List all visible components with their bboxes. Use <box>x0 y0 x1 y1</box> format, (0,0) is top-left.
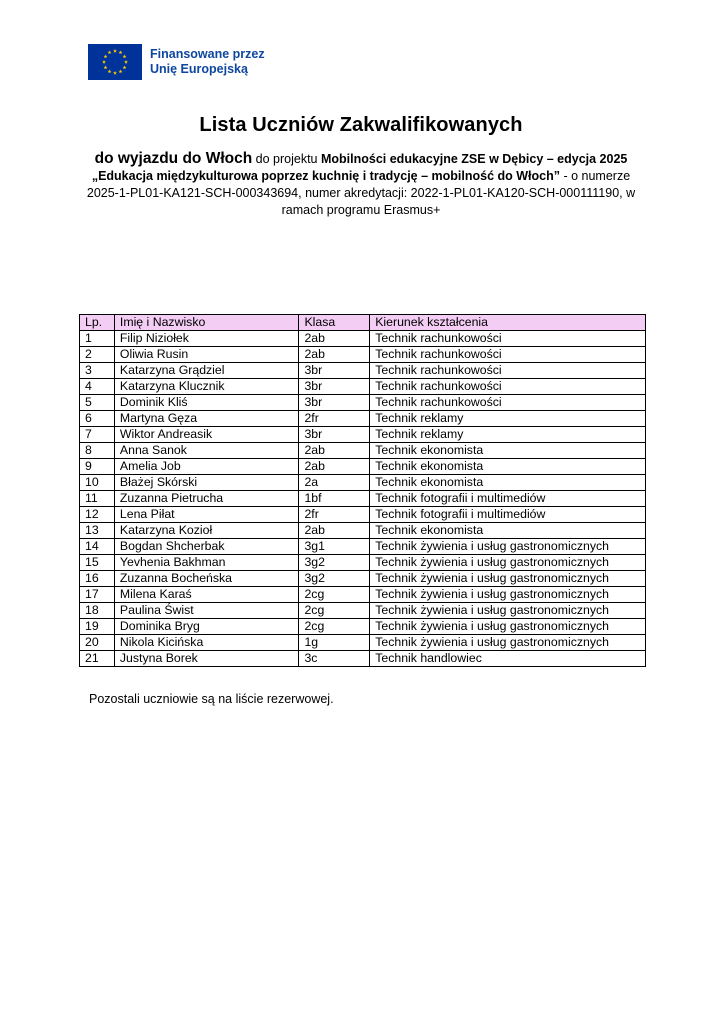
subtitle-project-name: Mobilności edukacyjne ZSE w Dębicy – edycja 2025 „Edukacja międzykulturowa poprzez kuchnię i tradycję – mobilność do Włoch” <box>91 152 628 183</box>
table-row <box>80 475 646 491</box>
table-row <box>80 523 646 539</box>
cell-class: 1g <box>299 635 370 651</box>
cell-field: Technik rachunkowości <box>370 379 646 395</box>
eu-funding-line2: Unię Europejską <box>150 62 248 76</box>
cell-lp: 7 <box>80 427 115 443</box>
cell-class: 3c <box>299 651 370 667</box>
table-row <box>80 331 646 347</box>
cell-name: Katarzyna Kozioł <box>114 523 299 539</box>
cell-lp: 20 <box>80 635 115 651</box>
cell-class: 3br <box>299 363 370 379</box>
table-header-row <box>80 315 646 331</box>
cell-lp: 17 <box>80 587 115 603</box>
cell-class: 3g1 <box>299 539 370 555</box>
header-class: Klasa <box>299 315 370 331</box>
cell-class: 3br <box>299 395 370 411</box>
cell-class: 2ab <box>299 443 370 459</box>
cell-name: Yevhenia Bakhman <box>114 555 299 571</box>
cell-name: Dominika Bryg <box>114 619 299 635</box>
cell-class: 3br <box>299 379 370 395</box>
cell-lp: 1 <box>80 331 115 347</box>
cell-lp: 5 <box>80 395 115 411</box>
cell-class: 2cg <box>299 619 370 635</box>
cell-class: 3g2 <box>299 571 370 587</box>
table-row <box>80 507 646 523</box>
subtitle-destination: do wyjazdu do Włoch <box>94 150 253 167</box>
table-row <box>80 635 646 651</box>
table-row <box>80 379 646 395</box>
cell-name: Filip Niziołek <box>114 331 299 347</box>
cell-class: 2ab <box>299 331 370 347</box>
eu-funding-logo <box>88 44 265 80</box>
table-row <box>80 427 646 443</box>
cell-name: Milena Karaś <box>114 587 299 603</box>
cell-name: Paulina Świst <box>114 603 299 619</box>
cell-field: Technik fotografii i multimediów <box>370 491 646 507</box>
header-field: Kierunek kształcenia <box>370 315 646 331</box>
cell-name: Katarzyna Grądziel <box>114 363 299 379</box>
table-row <box>80 363 646 379</box>
table-row <box>80 395 646 411</box>
cell-name: Justyna Borek <box>114 651 299 667</box>
header-lp: Lp. <box>80 315 115 331</box>
cell-field: Technik handlowiec <box>370 651 646 667</box>
cell-lp: 8 <box>80 443 115 459</box>
cell-class: 2ab <box>299 459 370 475</box>
cell-class: 3g2 <box>299 555 370 571</box>
cell-lp: 9 <box>80 459 115 475</box>
cell-field: Technik żywienia i usług gastronomicznych <box>370 603 646 619</box>
cell-class: 2fr <box>299 507 370 523</box>
page-title: Lista Uczniów Zakwalifikowanych <box>199 114 523 136</box>
table-row <box>80 459 646 475</box>
table-row <box>80 491 646 507</box>
cell-class: 2a <box>299 475 370 491</box>
cell-field: Technik rachunkowości <box>370 331 646 347</box>
cell-lp: 11 <box>80 491 115 507</box>
cell-lp: 12 <box>80 507 115 523</box>
cell-lp: 15 <box>80 555 115 571</box>
cell-name: Lena Piłat <box>114 507 299 523</box>
cell-field: Technik reklamy <box>370 427 646 443</box>
table-row <box>80 603 646 619</box>
cell-lp: 14 <box>80 539 115 555</box>
cell-lp: 6 <box>80 411 115 427</box>
table-row <box>80 347 646 363</box>
cell-name: Martyna Gęza <box>114 411 299 427</box>
cell-lp: 2 <box>80 347 115 363</box>
cell-name: Wiktor Andreasik <box>114 427 299 443</box>
table-row <box>80 539 646 555</box>
table-row <box>80 555 646 571</box>
cell-lp: 19 <box>80 619 115 635</box>
cell-name: Bogdan Shcherbak <box>114 539 299 555</box>
subtitle-project-details: - o numerze 2025-1-PL01-KA121-SCH-000343694, numer akredytacji: 2022-1-PL01-KA120-SCH-000111190, w ramach programu Erasmus+ <box>86 169 636 217</box>
table-row <box>80 443 646 459</box>
cell-name: Nikola Kicińska <box>114 635 299 651</box>
cell-field: Technik żywienia i usług gastronomicznych <box>370 539 646 555</box>
table-row <box>80 411 646 427</box>
cell-name: Anna Sanok <box>114 443 299 459</box>
cell-field: Technik ekonomista <box>370 475 646 491</box>
cell-lp: 21 <box>80 651 115 667</box>
page-subtitle <box>78 150 644 219</box>
cell-field: Technik żywienia i usług gastronomicznych <box>370 635 646 651</box>
cell-class: 2ab <box>299 523 370 539</box>
eu-flag-icon <box>88 44 142 80</box>
eu-funding-line1: Finansowane przez <box>150 47 265 61</box>
cell-field: Technik ekonomista <box>370 459 646 475</box>
cell-field: Technik rachunkowości <box>370 395 646 411</box>
cell-class: 2cg <box>299 603 370 619</box>
table-row <box>80 651 646 667</box>
cell-lp: 16 <box>80 571 115 587</box>
cell-class: 1bf <box>299 491 370 507</box>
cell-lp: 10 <box>80 475 115 491</box>
eu-funding-text <box>150 47 265 77</box>
cell-field: Technik rachunkowości <box>370 347 646 363</box>
cell-class: 2ab <box>299 347 370 363</box>
cell-lp: 4 <box>80 379 115 395</box>
cell-field: Technik fotografii i multimediów <box>370 507 646 523</box>
cell-name: Katarzyna Klucznik <box>114 379 299 395</box>
cell-field: Technik rachunkowości <box>370 363 646 379</box>
cell-class: 2fr <box>299 411 370 427</box>
cell-field: Technik reklamy <box>370 411 646 427</box>
cell-field: Technik ekonomista <box>370 523 646 539</box>
cell-name: Zuzanna Pietrucha <box>114 491 299 507</box>
cell-name: Błażej Skórski <box>114 475 299 491</box>
cell-class: 2cg <box>299 587 370 603</box>
table-row <box>80 571 646 587</box>
header-name: Imię i Nazwisko <box>114 315 299 331</box>
students-table <box>79 314 646 667</box>
cell-lp: 13 <box>80 523 115 539</box>
table-row <box>80 619 646 635</box>
cell-field: Technik żywienia i usług gastronomicznych <box>370 619 646 635</box>
cell-lp: 3 <box>80 363 115 379</box>
cell-field: Technik żywienia i usług gastronomicznych <box>370 555 646 571</box>
cell-field: Technik ekonomista <box>370 443 646 459</box>
cell-name: Zuzanna Bocheńska <box>114 571 299 587</box>
cell-class: 3br <box>299 427 370 443</box>
cell-name: Dominik Kliś <box>114 395 299 411</box>
cell-name: Oliwia Rusin <box>114 347 299 363</box>
cell-field: Technik żywienia i usług gastronomicznych <box>370 571 646 587</box>
cell-name: Amelia Job <box>114 459 299 475</box>
table-row <box>80 587 646 603</box>
cell-field: Technik żywienia i usług gastronomicznych <box>370 587 646 603</box>
reserve-list-note: Pozostali uczniowie są na liście rezerwowej. <box>89 692 334 706</box>
cell-lp: 18 <box>80 603 115 619</box>
subtitle-connector: do projektu <box>252 152 321 166</box>
